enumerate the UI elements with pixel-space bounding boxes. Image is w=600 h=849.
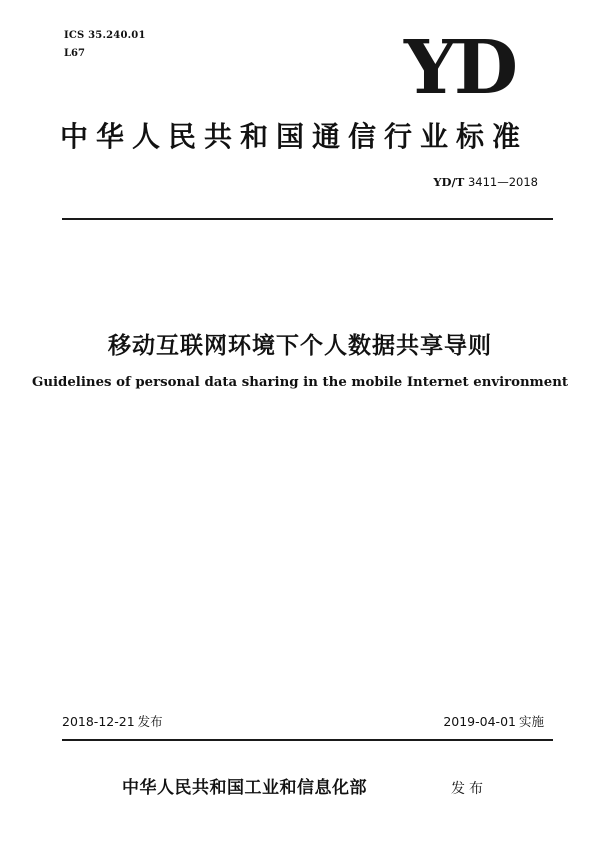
implementation-date [443,713,544,731]
standard-number-value: 3411—2018 [467,175,538,189]
implementation-date-label: 实施 [518,714,544,729]
publish-label: 发布 [451,781,487,797]
implementation-date-value: 2019-04-01 [443,714,516,729]
bottom-divider [62,739,553,741]
top-divider [62,218,553,220]
issue-date-value: 2018-12-21 [62,714,135,729]
standard-category-title: 中华人民共和国通信行业标准 [60,120,529,153]
issue-date [62,713,163,731]
ccs-code: L67 [64,48,85,59]
yd-logo: YD [404,25,515,111]
ics-code: ICS 35.240.01 [64,30,146,41]
issuing-authority: 中华人民共和国工业和信息化部 [122,778,367,798]
standard-number [433,175,538,189]
document-title-en: Guidelines of personal data sharing in the mobile Internet environment [31,375,569,390]
standard-number-prefix: YD/T [433,175,465,189]
document-title-cn: 移动互联网环境下个人数据共享导则 [108,333,492,359]
issue-date-label: 发布 [137,714,163,729]
